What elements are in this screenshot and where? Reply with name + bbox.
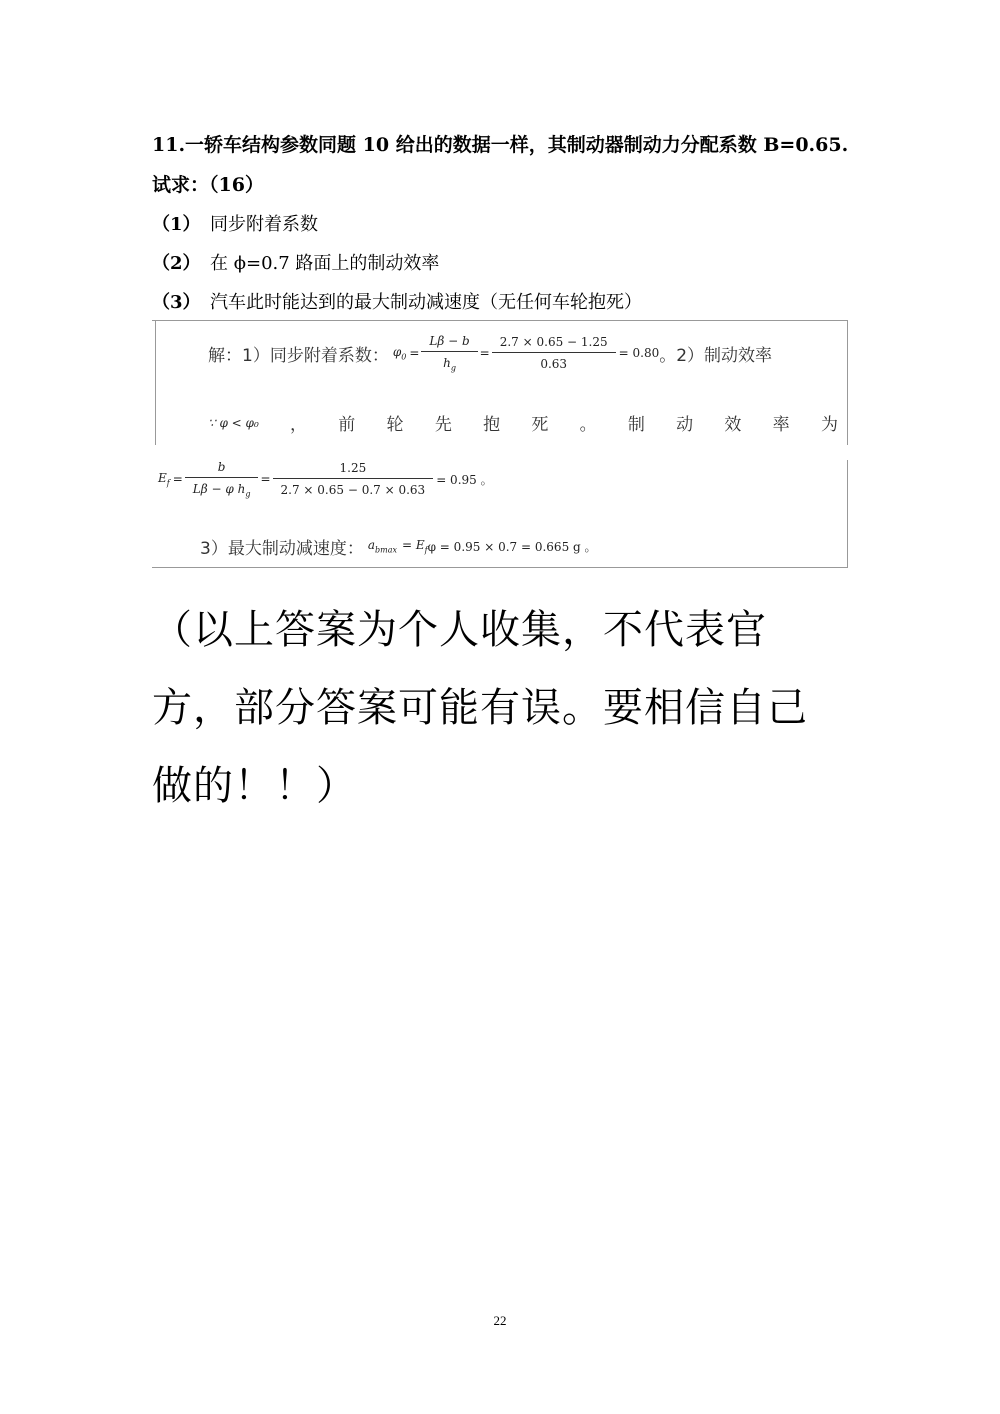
note-line-3: 做的！！） [152,763,357,809]
equals: = [409,346,420,361]
solution-border-right-lower [847,460,848,568]
item-text: 汽车此时能达到的最大制动减速度（无任何车轮抱死） [210,292,642,313]
char: 前 [338,415,356,435]
char: ， [290,415,308,435]
ef-symbol: $E_f$ [158,471,170,488]
solution-border-right-upper [847,320,848,445]
char: 轮 [386,415,404,435]
solution-line-1 [208,334,772,372]
char: 。 [579,415,597,435]
solution-border-top [152,320,848,321]
a-symbol: $a_{bmax}$ [367,538,397,555]
fraction-numeric: $\frac{2.7 \times 0.65 - 1.25}{0.63}$ [496,335,612,371]
phi0-symbol: $\varphi_0$ [392,345,407,362]
result-0665: φ = 0.95 × 0.7 = 0.665 g 。 [427,540,597,554]
fraction-symbolic: $\frac{L\beta - b}{h_g}$ [425,334,473,372]
equals: = [479,346,490,361]
char: 率 [772,415,790,435]
char: 制 [627,415,645,435]
solution-line1-end: 。2）制动效率 [659,345,773,366]
char: 死 [531,415,549,435]
condition: ∵ φ < φ₀ [208,415,259,430]
equals: = [172,472,183,487]
question-title: 11.一轿车结构参数同题 10 给出的数据一样，其制动器制动力分配系数 B=0.65. [152,134,849,156]
result-095: = 0.95 。 [436,472,493,487]
char: 为 [820,415,838,435]
note-line-1: （以上答案为个人收集，不代表官 [152,607,767,653]
solution-line-3 [158,460,493,498]
result-080: = 0.80 [618,346,660,361]
eq-ef: = $E_f$ [401,538,428,555]
solution-line-2 [208,410,838,435]
solution-border-left [155,320,156,445]
question-item-1 [152,210,318,236]
question-ask: 试求：（16） [152,174,264,196]
page-number: 22 [493,1313,507,1328]
char: 抱 [483,415,501,435]
char: 效 [724,415,742,435]
solution-line-4 [200,534,597,559]
fraction-symbolic: $\frac{b}{L\beta - \varphi h_g}$ [189,460,255,498]
char: 动 [676,415,694,435]
item-text: 在 ϕ=0.7 路面上的制动效率 [210,253,440,274]
item-number: （2） [152,253,201,274]
fraction-numeric: $\frac{1.25}{2.7 \times 0.65 - 0.7 \times 0.63}$ [277,461,430,497]
question-item-3 [152,288,642,314]
char: 先 [434,415,452,435]
item-number: （3） [152,292,201,313]
equals: = [260,472,271,487]
solution-prefix: 解：1）同步附着系数： [208,345,389,366]
item-number: （1） [152,214,201,235]
item-text: 同步附着系数 [210,214,318,235]
note-line-2: 方，部分答案可能有误。要相信自己 [152,685,808,731]
solution-image [152,320,848,568]
solution-step3-prefix: 3）最大制动减速度： [200,539,364,559]
question-item-2 [152,249,439,275]
solution-border-bottom [152,567,848,568]
